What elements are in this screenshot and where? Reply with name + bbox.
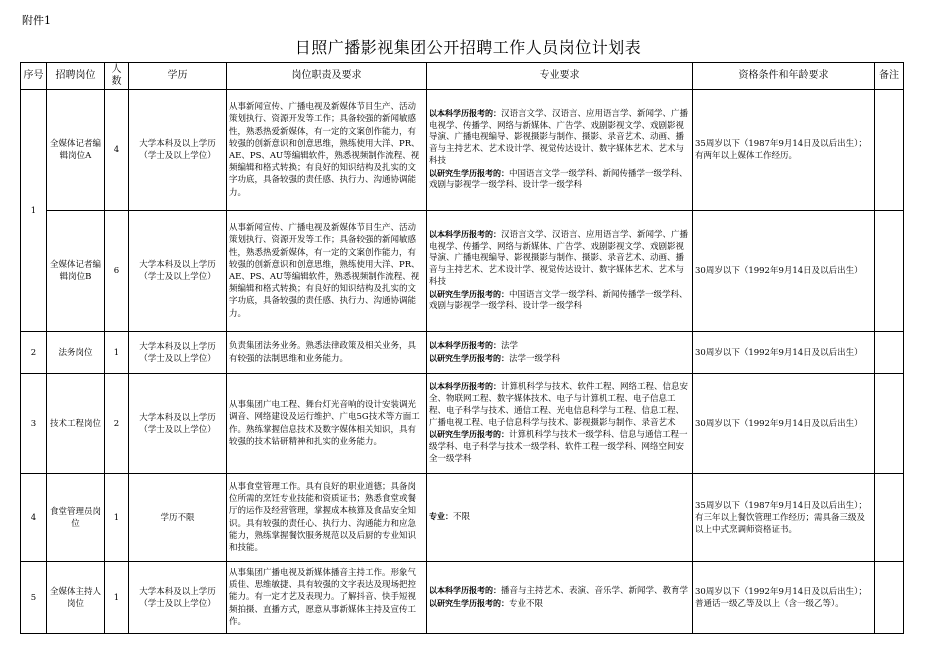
education-cell: 大学本科及以上学历（学士及以上学位） (129, 562, 227, 634)
major-ug-text: 计算机科学与技术、软件工程、网络工程、信息安全、物联网工程、数字媒体技术、电子与计算机工程、电子信息工程、电子科学与技术、通信工程、光电信息科学与工程、信息工程、广播电视工程、电子信息科学与技术、影视摄影与制作、录音艺术 (429, 382, 689, 428)
table-header-row (21, 63, 904, 90)
remarks-cell (875, 562, 904, 634)
major-ug-text: 汉语言文学、汉语言、应用语言学、新闻学、广播电视学、传播学、网络与新媒体、广告学、戏剧影视文学、戏剧影视导演、广播电视编导、影视摄影与制作、摄影、录音艺术、动画、播音与主持艺术、艺术设计学、视觉传达设计、数字媒体艺术、艺术与科技 (429, 108, 689, 166)
position-cell: 技术工程岗位 (47, 374, 105, 474)
table-row (21, 474, 904, 562)
major-pg-label: 以研究生学历报考的： (429, 168, 509, 178)
major-pg-label: 以研究生学历报考的： (429, 598, 509, 608)
major-ug-label: 专业： (429, 512, 453, 522)
position-cell: 法务岗位 (47, 332, 105, 374)
major-pg-text: 计算机科学与技术一级学科、信息与通信工程一级学科、电子科学与技术一级学科、软件工程一级学科、网络空间安全一级学科 (429, 430, 688, 464)
qualification-cell: 30周岁以下（1992年9月14日及以后出生） (693, 374, 875, 474)
table-row (21, 562, 904, 634)
major-ug-label: 以本科学历报考的： (429, 340, 501, 350)
education-cell: 大学本科及以上学历（学士及以上学位） (129, 211, 227, 332)
major-cell (427, 374, 693, 474)
major-ug-label: 以本科学历报考的： (429, 108, 501, 118)
position-cell: 全媒体主持人岗位 (47, 562, 105, 634)
header-qualification: 资格条件和年龄要求 (693, 63, 875, 90)
table-row (21, 374, 904, 474)
duties-cell: 从事集团广电工程、舞台灯光音响的设计安装调光调音、网络建设及运行维护、广电5G技术等方面工作。熟练掌握信息技术及数字媒体相关知识，具有较强的技术钻研精神和扎实的业务能力。 (227, 374, 427, 474)
qualification-cell: 30周岁以下（1992年9月14日及以后出生） (693, 211, 875, 332)
major-ug-label: 以本科学历报考的： (429, 585, 501, 595)
duties-cell: 负责集团法务业务。熟悉法律政策及相关业务，具有较强的法制思维和业务能力。 (227, 332, 427, 374)
education-cell: 大学本科及以上学历（学士及以上学位） (129, 90, 227, 211)
major-ug-text: 汉语言文学、汉语言、应用语言学、新闻学、广播电视学、传播学、网络与新媒体、广告学、戏剧影视文学、戏剧影视导演、广播电视编导、影视摄影与制作、摄影、录音艺术、动画、播音与主持艺术、艺术设计学、视觉传达设计、数字媒体艺术、艺术与科技 (429, 229, 689, 287)
major-pg-text: 专业不限 (509, 598, 544, 609)
major-ug-text: 法学 (501, 340, 519, 351)
header-duties: 岗位职责及要求 (227, 63, 427, 90)
major-cell (427, 332, 693, 374)
qualification-cell: 30周岁以下（1992年9月14日及以后出生） (693, 332, 875, 374)
major-ug-label: 以本科学历报考的： (429, 382, 501, 392)
education-cell: 大学本科及以上学历（学士及以上学位） (129, 332, 227, 374)
remarks-cell (875, 211, 904, 332)
duties-cell: 从事食堂管理工作。具有良好的职业道德；具备岗位所需的烹饪专业技能和资质证书；熟悉食堂或餐厅的运作及经营管理，掌握成本核算及食品安全知识。具有较强的责任心、执行力、沟通能力和应急能力，熟练掌握餐饮服务规范以及后厨的专业知识和技能。 (227, 474, 427, 562)
qualification-cell: 30周岁以下（1992年9月14日及以后出生）；普通话一级乙等及以上（含一级乙等）。 (693, 562, 875, 634)
table-row (21, 211, 904, 332)
remarks-cell (875, 332, 904, 374)
seq-cell: 1 (21, 90, 47, 332)
duties-cell: 从事新闻宣传、广播电视及新媒体节目生产、活动策划执行、资源开发等工作；具备较强的新闻敏感性，熟悉热爱新媒体，有一定的文案创作能力，有较强的创新意识和创意思维，熟练使用大洋、PR、AE、PS、AU等编辑软件，熟悉视频制作流程、视频编辑和格式转换；有良好的知识结构及扎实的文字功底，具备较强的责任感、执行力、沟通协调能力。 (227, 90, 427, 211)
table-row (21, 332, 904, 374)
seq-cell: 2 (21, 332, 47, 374)
header-count: 人数 (105, 63, 129, 90)
recruitment-table (20, 62, 904, 634)
major-cell (427, 211, 693, 332)
attachment-label: 附件1 (22, 14, 51, 27)
major-ug-text: 不限 (453, 512, 471, 523)
table-row (21, 90, 904, 211)
major-pg-label: 以研究生学历报考的： (429, 430, 509, 440)
header-education: 学历 (129, 63, 227, 90)
duties-cell: 从事新闻宣传、广播电视及新媒体节目生产、活动策划执行、资源开发等工作；具备较强的新闻敏感性，熟悉热爱新媒体，有一定的文案创作能力，有较强的创新意识和创意思维，熟练使用大洋、PR、AE、PS、AU等编辑软件，熟悉视频制作流程、视频编辑和格式转换；有良好的知识结构及扎实的文字功底，具备较强的责任感、执行力、沟通协调能力。 (227, 211, 427, 332)
major-pg-text: 法学一级学科 (509, 353, 561, 364)
major-pg-text: 中国语言文学一级学科、新闻传播学一级学科、戏剧与影视学一级学科、设计学一级学科 (429, 168, 688, 191)
major-pg-text: 中国语言文学一级学科、新闻传播学一级学科、戏剧与影视学一级学科、设计学一级学科 (429, 289, 688, 312)
duties-cell: 从事集团广播电视及新媒体播音主持工作。形象气质佳、思维敏捷、具有较强的文字表达及现场把控能力。有一定才艺及表现力。了解抖音、快手短视频拍摄、直播方式，愿意从事新媒体主持及宣传工作。 (227, 562, 427, 634)
major-ug-text: 播音与主持艺术、表演、音乐学、新闻学、教育学 (501, 585, 689, 596)
page-title: 日照广播影视集团公开招聘工作人员岗位计划表 (294, 38, 642, 57)
major-cell (427, 562, 693, 634)
remarks-cell (875, 90, 904, 211)
remarks-cell (875, 474, 904, 562)
position-cell: 全媒体记者编辑岗位A (47, 90, 105, 211)
header-seq: 序号 (21, 63, 47, 90)
major-cell (427, 90, 693, 211)
remarks-cell (875, 374, 904, 474)
qualification-cell: 35周岁以下（1987年9月14日及以后出生）；有三年以上餐饮管理工作经历；需具备三级及以上中式烹调师资格证书。 (693, 474, 875, 562)
seq-cell: 5 (21, 562, 47, 634)
position-cell: 食堂管理员岗位 (47, 474, 105, 562)
count-cell: 1 (105, 562, 129, 634)
education-cell: 学历不限 (129, 474, 227, 562)
count-cell: 4 (105, 90, 129, 211)
header-remarks: 备注 (875, 63, 904, 90)
header-major: 专业要求 (427, 63, 693, 90)
major-pg-label: 以研究生学历报考的： (429, 353, 509, 363)
major-cell (427, 474, 693, 562)
education-cell: 大学本科及以上学历（学士及以上学位） (129, 374, 227, 474)
count-cell: 1 (105, 332, 129, 374)
seq-cell: 3 (21, 374, 47, 474)
major-ug-label: 以本科学历报考的： (429, 229, 501, 239)
major-pg-label: 以研究生学历报考的： (429, 289, 509, 299)
seq-cell: 4 (21, 474, 47, 562)
position-cell: 全媒体记者编辑岗位B (47, 211, 105, 332)
qualification-cell: 35周岁以下（1987年9月14日及以后出生）；有两年以上媒体工作经历。 (693, 90, 875, 211)
count-cell: 1 (105, 474, 129, 562)
count-cell: 6 (105, 211, 129, 332)
count-cell: 2 (105, 374, 129, 474)
header-position: 招聘岗位 (47, 63, 105, 90)
